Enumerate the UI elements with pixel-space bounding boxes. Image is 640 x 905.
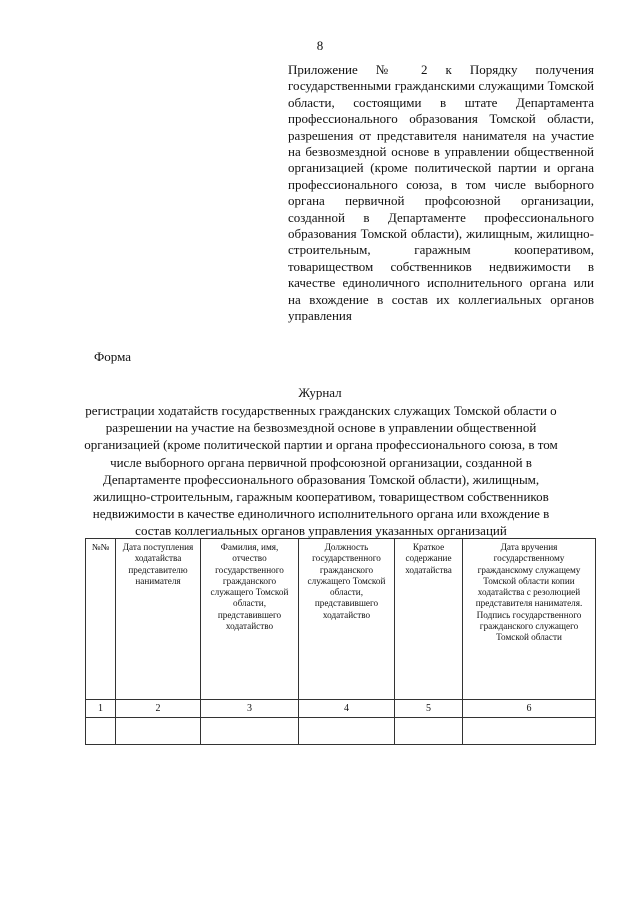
empty-cell <box>395 718 463 745</box>
column-number: 6 <box>463 700 596 718</box>
column-number: 1 <box>86 700 116 718</box>
header-cell-summary: Краткое содержание ходатайства <box>395 539 463 700</box>
column-number: 2 <box>116 700 201 718</box>
appendix-text: Приложение № 2 к Порядку получения государственными гражданскими служащими Томской области, состоящими в штате Департамента профессионального образования Томской области, разрешения от представителя нанимателя на участие на безвозмездной основе в управлении общественной организацией (кроме политической партии и органа профессионального союза, в том числе выборного органа первичной профсоюзной организации, созданной в Департаменте профессионального образования Томской области), жилищным, жилищно-строительным, гаражным кооперативом, товариществом собственников недвижимости в качестве единоличного исполнительного органа или на вхождение в состав их коллегиальных органов управления <box>288 62 594 324</box>
empty-cell <box>201 718 299 745</box>
header-cell-date-received: Дата поступления ходатайства представителю нанимателя <box>116 539 201 700</box>
empty-row <box>86 718 596 745</box>
column-number: 4 <box>299 700 395 718</box>
empty-cell <box>116 718 201 745</box>
journal-title: Журнал <box>298 385 342 400</box>
form-label: Форма <box>94 349 131 364</box>
column-number: 3 <box>201 700 299 718</box>
page-number: 8 <box>316 38 324 53</box>
header-cell-number: №№ <box>86 539 116 700</box>
table-header-row <box>86 539 596 700</box>
header-cell-position: Должность государственного гражданского служащего Томской области, представившего ходатайство <box>299 539 395 700</box>
column-number: 5 <box>395 700 463 718</box>
journal-subtitle: регистрации ходатайств государственных гражданских служащих Томской области о разрешении на участие на безвозмездной основе в управлении общественной организацией (кроме политической партии и органа профессионального союза, в том числе выборного органа первичной профсоюзной организации, созданной в Департаменте профессионального образования Томской области), жилищным, жилищно-строительным, гаражным кооперативом, товариществом собственников недвижимости в качестве единоличного исполнительного органа или вхождение в состав коллегиальных органов управления указанных организаций <box>84 403 558 539</box>
column-number-row <box>86 700 596 718</box>
header-cell-delivery-date-signature: Дата вручения государственному гражданскому служащему Томской области копии ходатайства с резолюцией представителя нанимателя. Подпись государственного гражданского служащего Томской области <box>463 539 596 700</box>
empty-cell <box>86 718 116 745</box>
empty-cell <box>463 718 596 745</box>
journal-table <box>85 538 596 745</box>
empty-cell <box>299 718 395 745</box>
header-cell-full-name: Фамилия, имя, отчество государственного гражданского служащего Томской области, представившего ходатайство <box>201 539 299 700</box>
